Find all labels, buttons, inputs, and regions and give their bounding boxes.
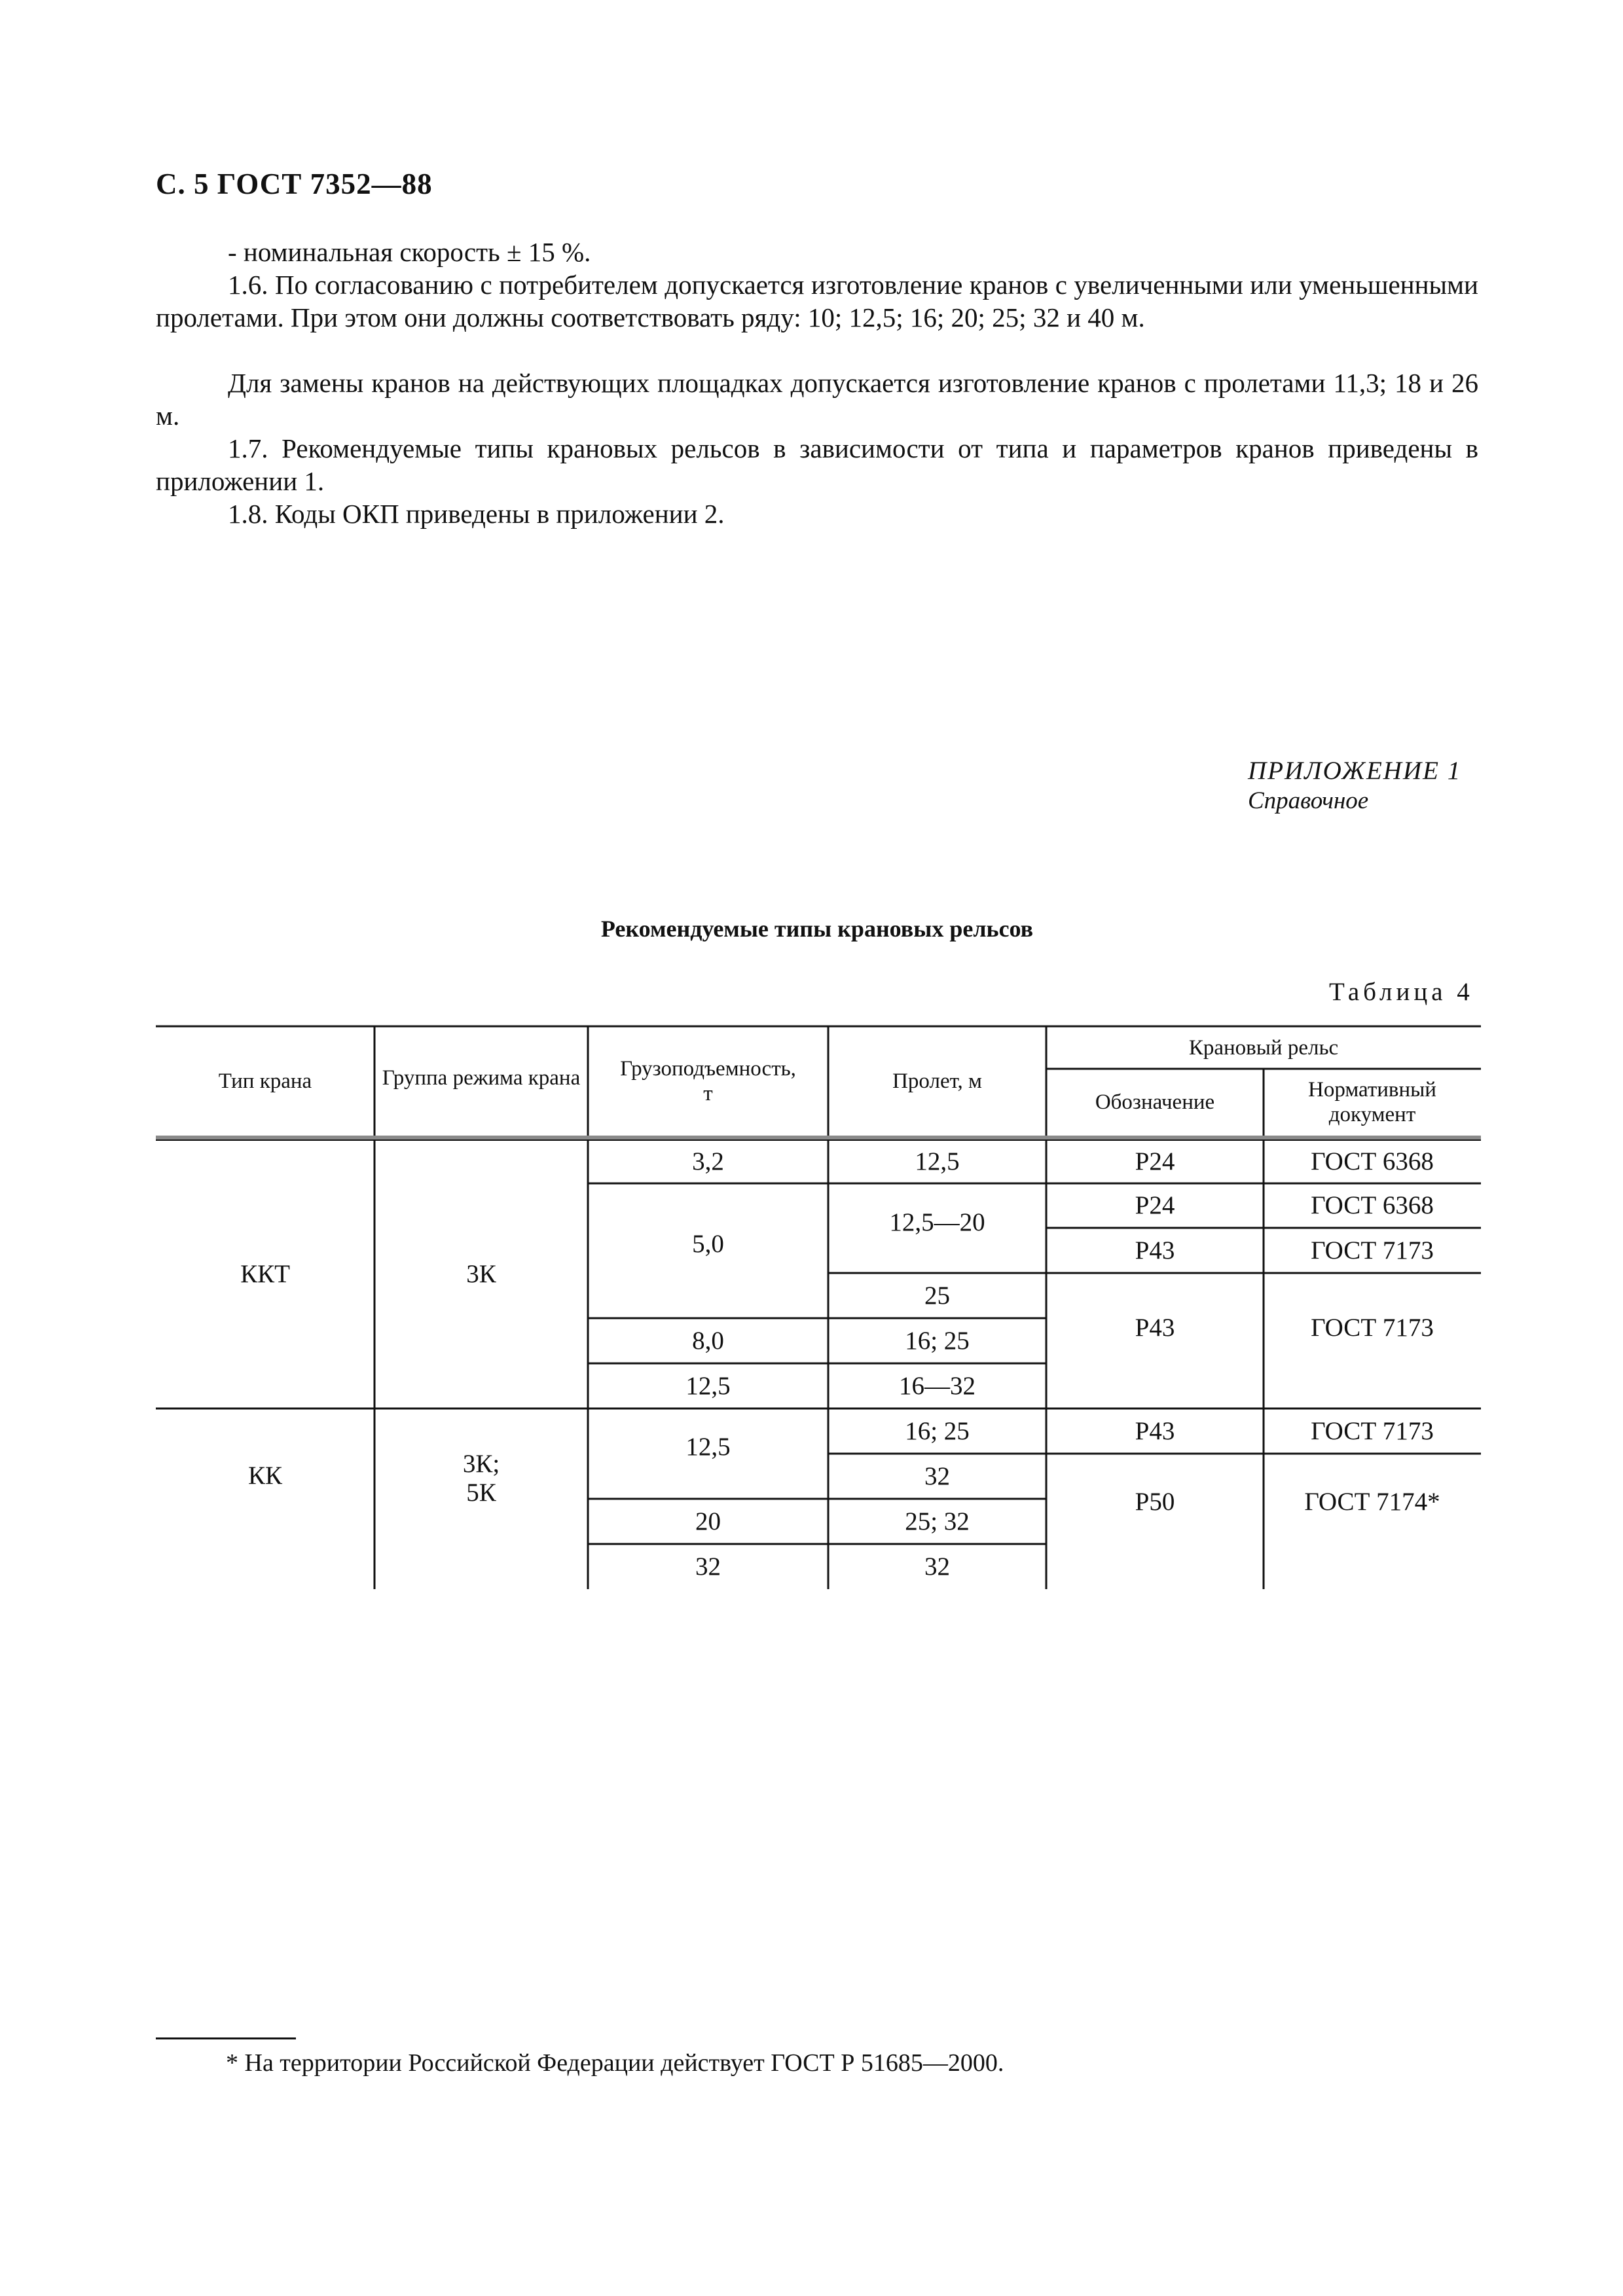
paragraph-1-6: 1.6. По согласованию с потребителем допускается изготовление кранов с увеличенными или уменьшенными пролетами. При этом они должны соответствовать ряду: 10; 12,5; 16; 20; 25; 32 и 40 м. [156,270,1478,332]
cell-rail-designation: Р43 [1135,1236,1175,1265]
cell-span: 32 [924,1462,950,1490]
cell-capacity: 32 [695,1552,721,1581]
appendix-subtitle: Справочное [1248,787,1369,814]
cell-span: 32 [924,1552,950,1581]
paragraph-span-replacement: Для замены кранов на действующих площадках допускается изготовление кранов с пролетами 11,3; 18 и 26 м. [156,368,1478,431]
header-rail: Крановый рельс [1188,1035,1339,1060]
header-crane-type: Тип крана [218,1069,312,1093]
cell-rail-doc: ГОСТ 7174* [1304,1487,1440,1516]
header-span: Пролет, м [892,1069,982,1093]
cell-rail-designation: Р24 [1135,1147,1175,1175]
table-number: Таблица 4 [1329,978,1474,1006]
cell-span: 25 [924,1281,950,1310]
cell-rail-doc: ГОСТ 6368 [1311,1147,1434,1175]
cell-capacity: 12,5 [685,1433,731,1461]
cell-span: 25; 32 [905,1507,970,1535]
paragraph-1-7: 1.7. Рекомендуемые типы крановых рельсов в зависимости от типа и параметров кранов приведены в приложении 1. [156,433,1478,496]
cell-span: 12,5 [915,1147,960,1175]
table-heading: Рекомендуемые типы крановых рельсов [600,916,1034,942]
cell-rail-designation: Р43 [1135,1313,1175,1342]
footnote-rule [156,2037,296,2039]
cell-rail-doc: ГОСТ 7173 [1311,1313,1434,1342]
header-normative-doc: Нормативный документ [1308,1078,1436,1126]
cell-capacity: 5,0 [692,1230,724,1258]
appendix-title: ПРИЛОЖЕНИЕ 1 [1248,757,1462,785]
cell-capacity: 3,2 [692,1147,724,1175]
cell-capacity: 8,0 [692,1326,724,1355]
cell-span: 12,5—20 [889,1208,985,1236]
cell-rail-doc: ГОСТ 6368 [1311,1191,1434,1219]
cell-mode-group-3k: 3К [466,1260,496,1288]
cell-span: 16; 25 [905,1326,970,1355]
cell-crane-type-kkt: ККТ [240,1260,290,1288]
cell-mode-group-3k-5k: 3К; 5К [462,1450,500,1507]
cell-rail-doc: ГОСТ 7173 [1311,1236,1434,1265]
cell-rail-designation: Р43 [1135,1416,1175,1445]
paragraph-1-8: 1.8. Коды ОКП приведены в приложении 2. [228,499,725,529]
cell-span: 16—32 [899,1371,976,1400]
header-mode-group: Группа режима крана [382,1066,581,1090]
header-designation: Обозначение [1095,1090,1215,1114]
header-capacity: Грузоподъемность, т [620,1056,796,1105]
cell-rail-doc: ГОСТ 7173 [1311,1416,1434,1445]
paragraph-speed: - номинальная скорость ± 15 %. [228,237,591,267]
cell-rail-designation: Р50 [1135,1487,1175,1516]
cell-capacity: 12,5 [685,1371,731,1400]
cell-rail-designation: Р24 [1135,1191,1175,1219]
cell-crane-type-kk: КК [247,1462,283,1490]
cell-span: 16; 25 [905,1416,970,1445]
cell-capacity: 20 [695,1507,721,1535]
page-header: С. 5 ГОСТ 7352—88 [156,168,433,200]
footnote: * На территории Российской Федерации действует ГОСТ Р 51685—2000. [226,2049,1004,2077]
